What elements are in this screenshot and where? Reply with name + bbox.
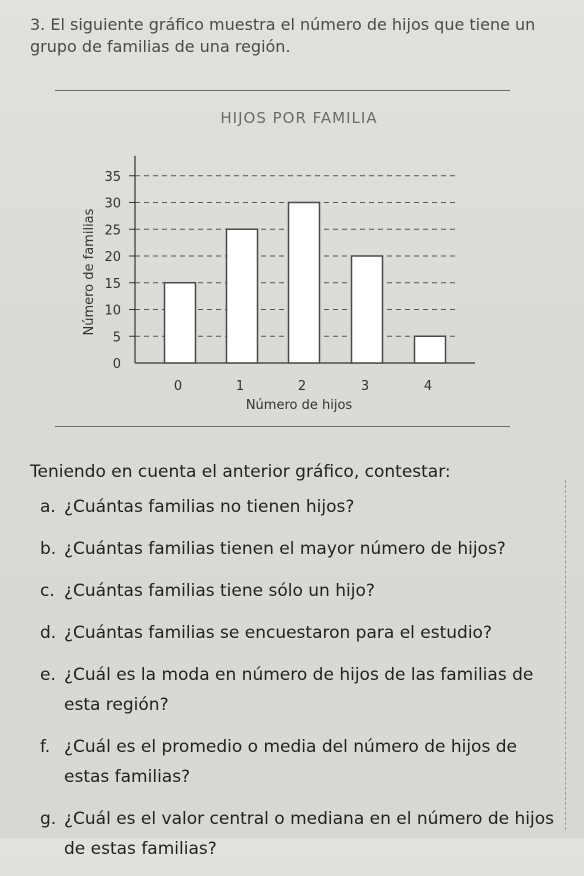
chart-title: HIJOS POR FAMILIA: [220, 109, 378, 127]
bar-3: [352, 256, 383, 363]
question-item: [40, 660, 560, 720]
y-tick-label: 15: [104, 276, 121, 292]
question-letter: e.: [40, 665, 56, 685]
question-item: [40, 534, 560, 564]
x-tick-label: 1: [235, 379, 245, 394]
bar-4: [415, 336, 446, 363]
question-letter: a.: [40, 497, 56, 517]
question-letter: g.: [40, 809, 57, 829]
question-item: [40, 732, 560, 792]
question-text: ¿Cuántas familias tiene sólo un hijo?: [64, 581, 375, 601]
question-text: ¿Cuántas familias se encuestaron para el estudio?: [64, 623, 492, 643]
y-tick-label: 25: [104, 223, 121, 239]
question-letter: f.: [40, 737, 51, 757]
x-tick-label: 3: [360, 379, 370, 394]
question-letter: c.: [40, 581, 55, 601]
question-item: [40, 804, 560, 864]
exercise-intro: 3. El siguiente gráfico muestra el número de hijos que tiene un grupo de familias de una región.: [30, 15, 536, 56]
bar-2: [289, 203, 320, 364]
instruction-text: Teniendo en cuenta el anterior gráfico, contestar:: [30, 462, 451, 482]
question-text: ¿Cuántas familias no tienen hijos?: [64, 497, 355, 517]
page-edge-divider: [565, 480, 566, 830]
question-item: [40, 576, 560, 606]
y-tick-label: 5: [112, 330, 121, 346]
x-tick-label: 2: [297, 379, 307, 394]
bar-1: [227, 229, 258, 363]
bar-chart: [55, 90, 510, 427]
chart-svg: [55, 91, 510, 426]
question-text: ¿Cuántas familias tienen el mayor número de hijos?: [64, 539, 506, 559]
question-item: [40, 618, 560, 648]
x-tick-label: 0: [173, 379, 183, 394]
question-list: [40, 492, 560, 876]
bar-0: [165, 283, 196, 363]
x-tick-label: 4: [423, 379, 433, 394]
y-tick-label: 35: [104, 169, 121, 185]
x-axis-label: Número de hijos: [245, 398, 353, 413]
question-text: ¿Cuál es el promedio o media del número de hijos de estas familias?: [64, 737, 517, 787]
y-tick-label: 20: [104, 250, 121, 265]
y-tick-label: 30: [104, 196, 121, 212]
question-item: [40, 492, 560, 522]
question-text: ¿Cuál es la moda en número de hijos de las familias de esta región?: [64, 665, 534, 715]
y-tick-label: 0: [112, 357, 121, 372]
y-axis-label: Número de familias: [82, 208, 97, 336]
question-text: ¿Cuál es el valor central o mediana en el número de hijos de estas familias?: [64, 809, 554, 859]
question-letter: d.: [40, 623, 57, 643]
y-tick-label: 10: [104, 303, 121, 319]
question-letter: b.: [40, 539, 57, 559]
